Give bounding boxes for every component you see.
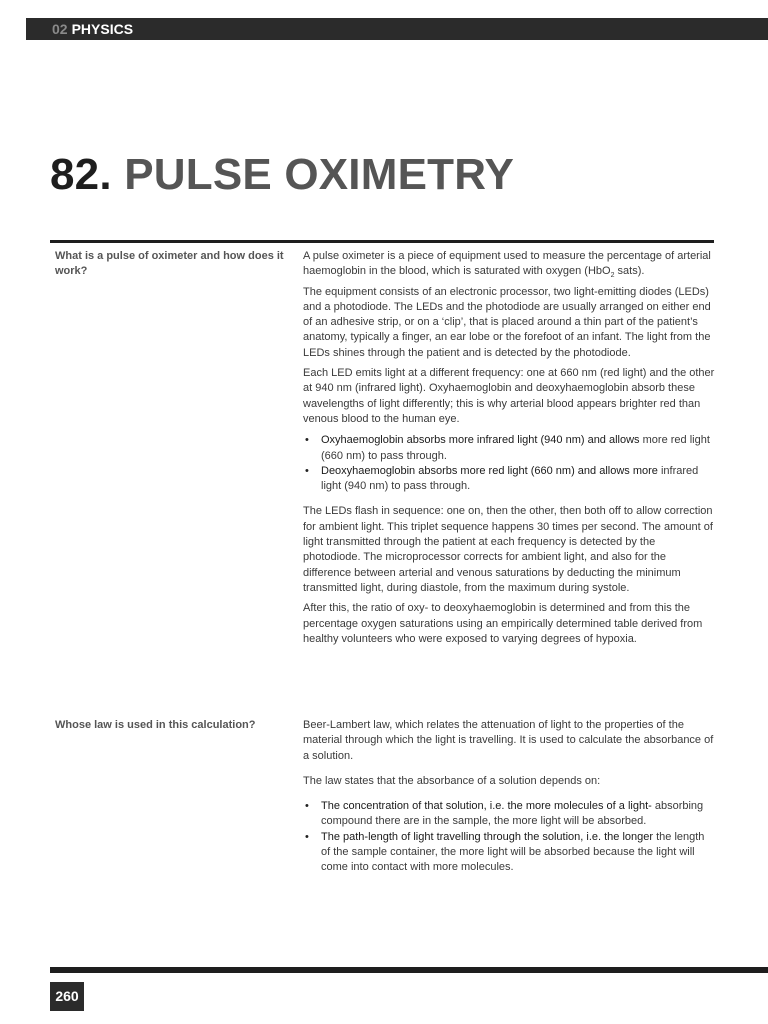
bullet-rest: infrared light (940 nm) to pass through. [321,464,699,493]
question-2: Whose law is used in this calculation? [55,719,256,731]
chapter-name: PHYSICS [71,21,134,37]
list-item [303,464,715,495]
answer-2-paragraph-1: Beer-Lambert law, which relates the attenuation of light to the properties of the material through which the light is travelling. It is used to calculate the absorbance of a solution. [303,719,714,762]
bullet-rest: more red light (660 nm) to pass through. [321,434,710,462]
bullet-lead: Deoxyhaemoglobin absorbs more red light (660 nm) and allows more [321,464,658,477]
list-item [303,433,715,464]
chapter-header [26,18,768,40]
bullet-lead: Oxyhaemoglobin absorbs more infrared light (940 nm) and allows [321,434,640,447]
bullet-rest: absorbing compound there are in the sample, the more light will be absorbed. [321,800,704,828]
bullet-lead: The concentration of that solution, i.e. the more molecules of a light- [321,800,652,813]
title-number: 82. [50,150,112,199]
answer-1 [303,249,715,652]
answer-1-paragraph-5: After this, the ratio of oxy- to deoxyhaemoglobin is determined and from this the percentage oxygen saturations using an empirically determined table derived from healthy volunteers who were exposed to varying degrees of hypoxia. [303,602,703,645]
answer-2 [303,718,715,886]
list-item [303,799,715,830]
answer-1-paragraph-4: The LEDs flash in sequence: one on, then the other, then both off to allow correction for ambient light. This triplet sequence happens 30 times per second. The amount of light transmitted through the patient at each frequency is detected by the photodiode. The microprocessor corrects for ambient light, and also for the difference between arterial and venous saturations by deducting the minimum transmitted light, during diastole, from the maximum during systole. [303,505,713,594]
p1-text-end: sats). [614,265,645,278]
chapter-number: 02 [52,21,68,37]
answer-1-paragraph-2: The equipment consists of an electronic processor, two light-emitting diodes (LEDs) and a photodiode. The LEDs and the photodiode are usually arranged on either end of an adhesive strip, or on a ‘clip’, that is placed around a thin part of the patient’s anatomy, typically a finger, an ear lobe or the forefoot of an infant. The light from the LEDs shines through the patient and is detected by the photodiode. [303,285,711,359]
p1-text: A pulse oximeter is a piece of equipment used to measure the percentage of arterial haemoglobin in the blood, which is saturated with oxygen (HbO [303,250,711,278]
title-name: PULSE OXIMETRY [124,150,515,199]
page-title [50,150,514,200]
p1-subscript: 2 [610,272,615,280]
top-divider [50,240,714,243]
answer-2-bullet-list [303,799,715,875]
bullet-lead: The path-length of light travelling through the solution, i.e. the longer [321,830,654,843]
bottom-divider [50,967,768,973]
answer-1-paragraph-1 [303,249,715,280]
question-1: What is a pulse of oximeter and how does it work? [55,250,284,277]
answer-2-paragraph-2: The law states that the absorbance of a solution depends on: [303,774,601,787]
page-number: 260 [50,982,84,1011]
bullet-rest: the length of the sample container, the more light will be absorbed because the light will come into contact with more molecules. [321,830,705,874]
answer-1-paragraph-3: Each LED emits light at a different frequency: one at 660 nm (red light) and the other at 940 nm (infrared light). Oxyhaemoglobin and deoxyhaemoglobin absorb these wavelengths of light differently; this is why arterial blood appears brighter red than venous blood to the human eye. [303,367,715,425]
list-item [303,830,715,876]
answer-1-bullet-list [303,433,715,494]
